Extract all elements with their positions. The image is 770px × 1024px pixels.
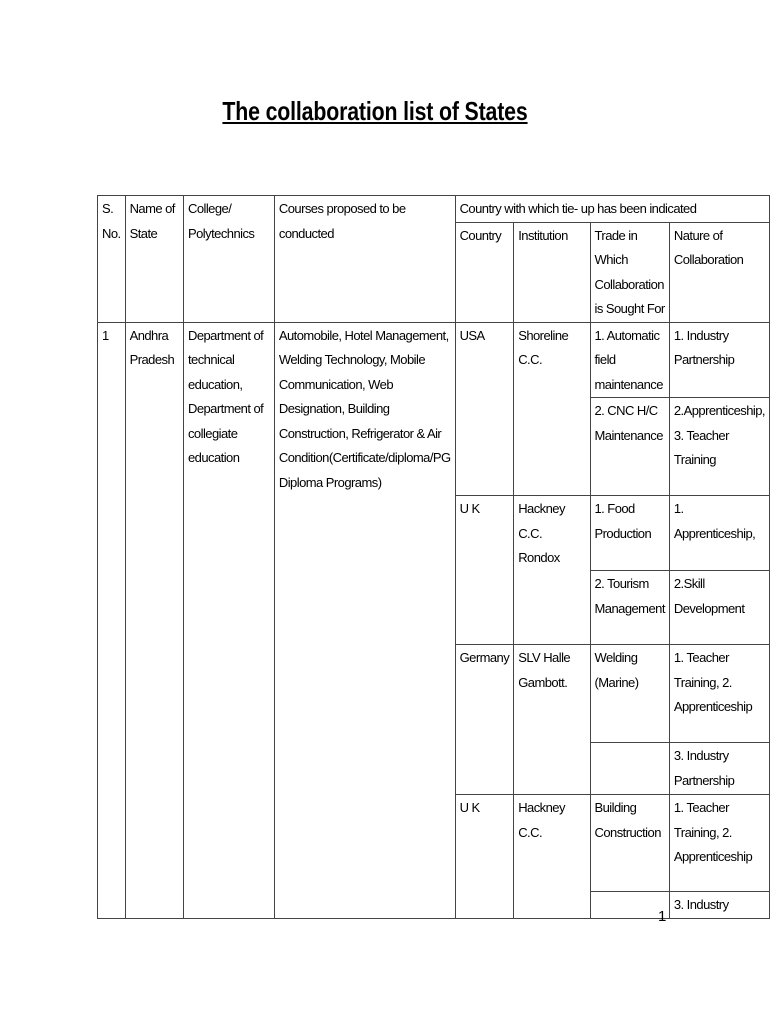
tie-institution: SLV Halle Gambott. <box>514 645 590 795</box>
tie-nature: 2.Apprenticeship, 3. Teacher Training <box>669 398 769 496</box>
tie-nature: 2.Skill Development <box>669 571 769 645</box>
tie-nature: 1. Teacher Training, 2. Apprenticeship <box>669 795 769 892</box>
tie-trade: 2. CNC H/C Maintenance <box>590 398 669 496</box>
tie-institution: Hackney C.C. Rondox <box>514 496 590 645</box>
header-sno: S. No. <box>98 196 126 323</box>
header-country: Country <box>455 222 514 322</box>
header-trade: Trade in Which Collaboration is Sought For <box>590 222 669 322</box>
header-nature: Nature of Collaboration <box>669 222 769 322</box>
tie-trade: 1. Automatic field maintenance <box>590 322 669 398</box>
row-sno: 1 <box>98 322 126 918</box>
tie-nature: 1. Apprenticeship, <box>669 496 769 571</box>
tie-institution: Hackney C.C. <box>514 795 590 919</box>
tie-country: U K <box>455 795 514 919</box>
tie-nature: 3. Industry Partnership <box>669 743 769 795</box>
collaboration-table <box>97 195 770 919</box>
document-title: The collaboration list of States <box>222 96 528 126</box>
tie-nature: 3. Industry <box>669 892 769 919</box>
tie-trade: 2. Tourism Management <box>590 571 669 645</box>
tie-country: Germany <box>455 645 514 795</box>
tie-nature: 1. Industry Partnership <box>669 322 769 398</box>
tie-trade: Welding (Marine) <box>590 645 669 743</box>
row-college: Department of technical education, Department of collegiate education <box>183 322 274 918</box>
header-college: College/ Polytechnics <box>183 196 274 323</box>
row-state: Andhra Pradesh <box>125 322 183 918</box>
tie-trade <box>590 743 669 795</box>
tie-country: U K <box>455 496 514 645</box>
page-number: 1 <box>658 908 667 925</box>
tie-country: USA <box>455 322 514 496</box>
tie-institution: Shoreline C.C. <box>514 322 590 496</box>
row-courses: Automobile, Hotel Management, Welding Technology, Mobile Communication, Web Designation, Building Construction, Refrigerator & Air Condition(Certificate/diploma/PG Diploma Programs) <box>274 322 455 918</box>
header-institution: Institution <box>514 222 590 322</box>
header-country-group: Country with which tie- up has been indicated <box>455 196 769 223</box>
header-courses: Courses proposed to be conducted <box>274 196 455 323</box>
header-state: Name of State <box>125 196 183 323</box>
tie-nature: 1. Teacher Training, 2. Apprenticeship <box>669 645 769 743</box>
tie-trade: 1. Food Production <box>590 496 669 571</box>
tie-trade: Building Construction <box>590 795 669 892</box>
